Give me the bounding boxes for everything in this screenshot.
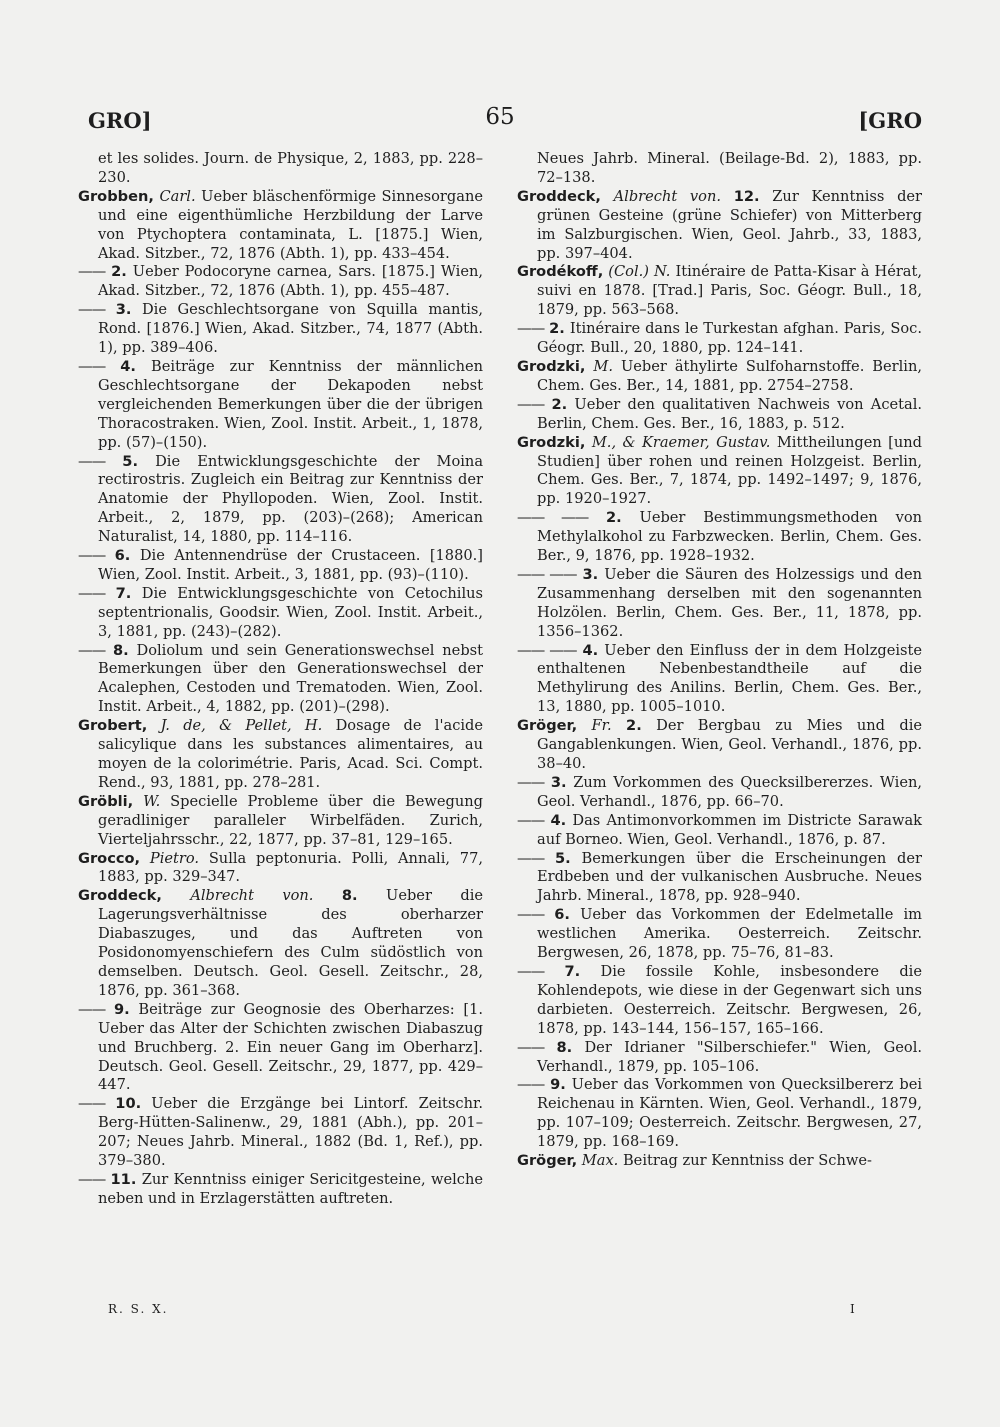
bibliography-entry bbox=[78, 453, 483, 548]
entry-text: Ueber den Einfluss der in dem Holzgeiste enthaltenen Nebenbestandtheile auf die Methylirung des Anilins. Berlin, Chem. Ges. Ber., 13, 1880, pp. 1005–1010. bbox=[537, 641, 923, 716]
entry-text: Ueber den qualitativen Nachweis von Acetal. Berlin, Chem. Ges. Ber., 16, 1883, p. 512. bbox=[537, 395, 922, 432]
entry-number: 3. bbox=[582, 565, 599, 583]
entry-text: et les solides. Journ. de Physique, 2, 1883, pp. 228–230. bbox=[98, 150, 483, 186]
bibliography-entry bbox=[517, 1076, 922, 1152]
entry-text: Ueber das Vorkommen der Edelmetalle im westlichen Amerika. Oesterreich. Zeitschr. Bergwesen, 26, 1878, pp. 75–76, 81–83. bbox=[537, 906, 923, 962]
entry-text: Ueber bläschenförmige Sinnesorgane und eine eigenthümliche Herzbildung der Larve von Ptychoptera contaminata, L. [1875.] Wien, Akad. Sitzber., 72, 1876 (Abth. 1), pp. 433–454. bbox=[98, 187, 483, 262]
entry-number: 8. bbox=[341, 887, 358, 905]
entry-text: Bemerkungen über die Erscheinungen der Erdbeben und der vulkanischen Ausbruche. Neues Jahrb. Mineral., 1878, pp. 928–940. bbox=[537, 849, 922, 905]
entry-author: Grocco, bbox=[78, 849, 141, 867]
entry-author: —— bbox=[517, 773, 545, 791]
bibliography-entry bbox=[517, 812, 922, 850]
entry-forename: Carl. bbox=[159, 187, 196, 205]
entry-author: Grodékoff, bbox=[517, 263, 604, 281]
entry-number: 7. bbox=[115, 584, 132, 602]
entry-number: 2. bbox=[626, 717, 642, 735]
right-column bbox=[517, 150, 922, 1171]
entry-author: Grobert, bbox=[78, 717, 148, 735]
entry-author: —— bbox=[78, 641, 106, 659]
entry-author: Grodzki, bbox=[517, 433, 586, 451]
entry-number: 4. bbox=[120, 357, 136, 375]
entry-text: Die Entwicklungsgeschichte von Cetochilus septentrionalis, Goodsir. Wien, Zool. Instit. Arbeit., 3, 1881, pp. (243)–(282). bbox=[98, 584, 483, 640]
bibliography-entry bbox=[517, 850, 922, 907]
entry-author: —— bbox=[517, 395, 545, 413]
bibliography-entry bbox=[517, 1039, 922, 1077]
bibliography-entry bbox=[78, 850, 483, 888]
entry-text: Ueber die Erzgänge bei Lintorf. Zeitschr. Berg-Hütten-Salinenw., 29, 1881 (Abh.), pp. 201–207; Neues Jahrb. Mineral., 1882 (Bd. 1, Ref.), pp. 379–380. bbox=[98, 1095, 483, 1170]
entry-number: 2. bbox=[551, 395, 568, 413]
bibliography-entry bbox=[78, 358, 483, 453]
entry-text: Specielle Probleme über die Bewegung geradliniger paralleler Wirbelfäden. Zurich, Vierteljahrsschr., 22, 1877, pp. 37–81, 129–165. bbox=[98, 792, 484, 848]
bibliography-entry bbox=[78, 263, 483, 301]
bibliography-entry bbox=[78, 1001, 483, 1096]
entry-forename: J. de, & Pellet, H. bbox=[160, 717, 323, 735]
entry-text: Ueber Bestimmungsmethoden von Methylalkohol zu Farbzwecken. Berlin, Chem. Ges. Ber., 9, 1876, pp. 1928–1932. bbox=[537, 509, 923, 565]
bibliography-entry bbox=[517, 1152, 922, 1171]
entry-text: Mittheilungen [und Studien] über rohen und reinen Holzgeist. Berlin, Chem. Ges. Ber., 7, 1874, pp. 1492–1497; 9, 1876, pp. 1920–1927. bbox=[537, 433, 923, 508]
entry-text: Der Idrianer "Silberschiefer." Wien, Geol. Verhandl., 1879, pp. 105–106. bbox=[537, 1038, 923, 1075]
bibliography-entry bbox=[517, 263, 922, 320]
entry-forename: M., & Kraemer, Gustav. bbox=[591, 433, 771, 451]
bibliography-entry bbox=[78, 547, 483, 585]
bibliography-entry bbox=[517, 434, 922, 510]
bibliography-entry bbox=[517, 150, 922, 188]
entry-forename: (Col.) N. bbox=[608, 263, 671, 281]
entry-author: —— bbox=[78, 452, 106, 470]
entry-text: Doliolum und sein Generationswechsel nebst Bemerkungen über den Generationswechsel der Acalephen, Cestoden und Trematoden. Wien, Zool. Instit. Arbeit., 4, 1882, pp. (201)–(298). bbox=[98, 641, 484, 716]
entry-author: —— bbox=[517, 320, 545, 338]
entry-author: —— bbox=[517, 1076, 545, 1094]
entry-forename: W. bbox=[143, 792, 161, 810]
entry-number: 3. bbox=[550, 773, 567, 791]
bibliography-entry bbox=[517, 906, 922, 963]
bibliography-entry bbox=[78, 188, 483, 264]
entry-number: 5. bbox=[122, 452, 138, 470]
bibliography-entry bbox=[517, 320, 922, 358]
entry-text: Ueber äthylirte Sulfoharnstoffe. Berlin, Chem. Ges. Ber., 14, 1881, pp. 2754–2758. bbox=[537, 357, 923, 394]
entry-text: Beitrag zur Kenntniss der Schwe- bbox=[622, 1152, 872, 1170]
bibliography-entry bbox=[517, 566, 922, 642]
bibliography-entry bbox=[517, 963, 922, 1039]
bibliography-entry bbox=[517, 396, 922, 434]
entry-forename: Albrecht von. bbox=[613, 187, 721, 205]
entry-text: Die Geschlechtsorgane von Squilla mantis, Rond. [1876.] Wien, Akad. Sitzber., 74, 1877 (Abth. 1), pp. 389–406. bbox=[98, 301, 484, 357]
entry-number: 9. bbox=[550, 1076, 566, 1094]
entry-number: 2. bbox=[606, 509, 622, 527]
entry-text: Neues Jahrb. Mineral. (Beilage-Bd. 2), 1883, pp. 72–138. bbox=[537, 150, 922, 186]
entry-text: Sulla peptonuria. Polli, Annali, 77, 1883, pp. 329–347. bbox=[98, 849, 484, 886]
bibliography-entry bbox=[78, 150, 483, 188]
entry-text: Zur Kenntniss einiger Sericitgesteine, welche neben und in Erzlagerstätten auftreten. bbox=[98, 1170, 483, 1207]
entry-number: 4. bbox=[582, 641, 599, 659]
entry-number: 8. bbox=[556, 1038, 573, 1056]
entry-text: Das Antimonvorkommen im Districte Sarawak auf Borneo. Wien, Geol. Verhandl., 1876, p. 87. bbox=[537, 811, 923, 848]
entry-forename: Albrecht von. bbox=[190, 887, 314, 905]
entry-author: Grodzki, bbox=[517, 357, 586, 375]
bibliography-entry bbox=[78, 717, 483, 793]
entry-author: Gröger, bbox=[517, 1152, 578, 1170]
bibliography-entry bbox=[517, 774, 922, 812]
entry-text: Itinéraire de Patta-Kisar à Hérat, suivi en 1878. [Trad.] Paris, Soc. Géogr. Bull., 18, 1879, pp. 563–568. bbox=[537, 263, 923, 319]
entry-number: 3. bbox=[115, 301, 132, 319]
entry-forename: Pietro. bbox=[149, 849, 200, 867]
running-head-left: GRO] bbox=[88, 108, 152, 133]
entry-author: —— bbox=[78, 263, 106, 281]
entry-number: 2. bbox=[111, 263, 127, 281]
entry-author: —— —— bbox=[517, 509, 589, 527]
entry-number: 2. bbox=[549, 320, 565, 338]
entry-author: —— bbox=[78, 357, 106, 375]
bibliography-entry bbox=[78, 1171, 483, 1209]
entry-number: 9. bbox=[113, 1000, 130, 1018]
entry-text: Die fossile Kohle, insbesondere die Kohlendepots, wie diese in der Gegenwart sich uns darbieten. Oesterreich. Zeitschr. Bergwesen, 26, 1878, pp. 143–144, 156–157, 165–166. bbox=[537, 962, 922, 1037]
entry-number: 10. bbox=[115, 1095, 142, 1113]
entry-text: Zur Kenntniss der grünen Gesteine (grüne Schiefer) von Mitterberg im Salzburgischen. Wien, Geol. Jahrb., 33, 1883, pp. 397–404. bbox=[537, 187, 923, 262]
entry-author: —— bbox=[517, 811, 545, 829]
entry-text: Beiträge zur Geognosie des Oberharzes: [1. Ueber das Alter der Schichten zwischen Diabaszug und Bruchberg. 2. Ein neuer Gang im Oberharz]. Deutsch. Geol. Gesell. Zeitschr., 29, 1877, pp. 429–447. bbox=[98, 1000, 484, 1094]
entry-author: Groddeck, bbox=[517, 187, 601, 205]
entry-number: 8. bbox=[113, 641, 129, 659]
bibliography-entry bbox=[517, 358, 922, 396]
entry-author: —— bbox=[78, 1095, 106, 1113]
entry-number: 6. bbox=[114, 547, 131, 565]
running-head-right: [GRO bbox=[858, 108, 922, 133]
entry-text: Ueber Podocoryne carnea, Sars. [1875.] Wien, Akad. Sitzber., 72, 1876 (Abth. 1), pp. 455–487. bbox=[98, 263, 484, 300]
entry-number: 6. bbox=[554, 906, 570, 924]
bibliography-entry bbox=[78, 585, 483, 642]
signature-mark: R. S. X. bbox=[108, 1302, 169, 1316]
bibliography-entry bbox=[78, 1095, 483, 1171]
left-column bbox=[78, 150, 483, 1209]
entry-number: 12. bbox=[733, 187, 760, 205]
entry-number: 7. bbox=[564, 962, 581, 980]
entry-text: Ueber die Säuren des Holzessigs und den Zusammenhang derselben mit den sogenannten Holzölen. Berlin, Chem. Ges. Ber., 11, 1878, pp. 1356–1362. bbox=[537, 565, 923, 640]
entry-author: —— bbox=[517, 906, 545, 924]
entry-author: Gröbli, bbox=[78, 792, 134, 810]
entry-author: —— bbox=[78, 1170, 106, 1188]
entry-number: 11. bbox=[110, 1170, 137, 1188]
bibliography-entry bbox=[78, 887, 483, 1000]
entry-author: Grobben, bbox=[78, 187, 154, 205]
entry-author: —— bbox=[78, 584, 106, 602]
entry-author: —— bbox=[78, 1000, 106, 1018]
bibliography-entry bbox=[517, 717, 922, 774]
entry-text: Ueber das Vorkommen von Quecksilbererz bei Reichenau in Kärnten. Wien, Geol. Verhandl., 1879, pp. 107–109; Oesterreich. Zeitschr. Bergwesen, 27, 1879, pp. 168–169. bbox=[537, 1076, 923, 1151]
entry-text: Zum Vorkommen des Quecksilbererzes. Wien, Geol. Verhandl., 1876, pp. 66–70. bbox=[537, 773, 922, 810]
entry-number: 5. bbox=[554, 849, 571, 867]
entry-text: Ueber die Lagerungsverhältnisse des oberharzer Diabaszuges, und das Auftreten von Posidonomyenschiefern des Culm südöstlich von demselben. Deutsch. Geol. Gesell. Zeitschr., 28, 1876, pp. 361–368. bbox=[98, 887, 484, 999]
entry-number: 4. bbox=[550, 811, 567, 829]
entry-text: Beiträge zur Kenntniss der männlichen Geschlechtsorgane der Dekapoden nebst vergleichenden Bemerkungen über die der übrigen Thoracostraken. Wien, Zool. Instit. Arbeit., 1, 1878, pp. (57)–(150). bbox=[98, 357, 484, 451]
entry-author: —— bbox=[517, 1038, 545, 1056]
entry-author: —— —— bbox=[517, 565, 577, 583]
gathering-mark: I bbox=[850, 1302, 857, 1316]
bibliography-entry bbox=[517, 642, 922, 718]
entry-forename: M. bbox=[593, 357, 613, 375]
entry-text: Die Entwicklungsgeschichte der Moina rectirostris. Zugleich ein Beitrag zur Kenntniss der Anatomie der Phyllopoden. Wien, Zool. Instit. Arbeit., 2, 1879, pp. (203)–(268); American Naturalist, 14, 1880, pp. 114–116. bbox=[98, 452, 484, 546]
entry-author: Groddeck, bbox=[78, 887, 162, 905]
entry-author: —— —— bbox=[517, 641, 577, 659]
entry-author: Gröger, bbox=[517, 717, 578, 735]
entry-text: Der Bergbau zu Mies und die Gangablenkungen. Wien, Geol. Verhandl., 1876, pp. 38–40. bbox=[537, 717, 923, 772]
page-number: 65 bbox=[485, 104, 515, 130]
entry-author: —— bbox=[517, 962, 545, 980]
entry-forename: Max. bbox=[581, 1152, 619, 1170]
entry-author: —— bbox=[78, 301, 106, 319]
entry-text: Itinéraire dans le Turkestan afghan. Paris, Soc. Géogr. Bull., 20, 1880, pp. 124–141. bbox=[537, 320, 922, 357]
bibliography-entry bbox=[517, 509, 922, 566]
entry-text: Die Antennendrüse der Crustaceen. [1880.] Wien, Zool. Instit. Arbeit., 3, 1881, pp. (93)–(110). bbox=[98, 547, 483, 583]
entry-text: Dosage de l'acide salicylique dans les substances alimentaires, au moyen de la colorimétrie. Paris, Acad. Sci. Compt. Rend., 93, 1881, pp. 278–281. bbox=[98, 717, 484, 791]
bibliography-entry bbox=[78, 642, 483, 718]
entry-author: —— bbox=[517, 849, 545, 867]
entry-forename: Fr. bbox=[591, 717, 612, 735]
entry-author: —— bbox=[78, 547, 106, 565]
bibliography-entry bbox=[78, 793, 483, 850]
bibliography-entry bbox=[517, 188, 922, 264]
bibliography-entry bbox=[78, 301, 483, 358]
